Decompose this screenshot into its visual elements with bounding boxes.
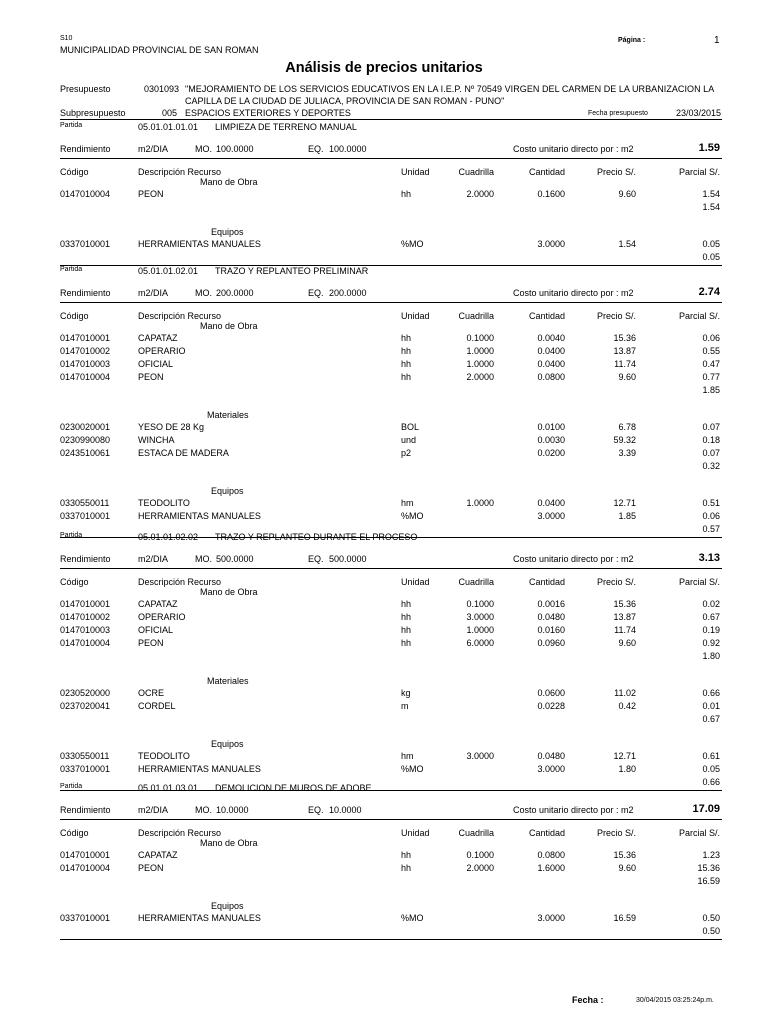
group-title: Equipos [211, 227, 244, 237]
resource-parcial: 0.06 [702, 511, 720, 521]
col-cuadrilla: Cuadrilla [458, 167, 494, 177]
resource-unit: hm [401, 498, 414, 508]
resource-parcial: 15.36 [697, 863, 720, 873]
costo-value: 3.13 [698, 552, 720, 564]
table-row [0, 448, 768, 460]
resource-code: 0147010001 [60, 850, 111, 860]
resource-precio: 12.71 [613, 498, 636, 508]
resource-code: 0243510061 [60, 448, 111, 458]
resource-unit: %MO [401, 913, 424, 923]
col-precio: Precio S/. [596, 828, 636, 838]
resource-precio: 1.85 [618, 511, 636, 521]
group-subtotal: 0.67 [702, 714, 720, 724]
resource-description: CAPATAZ [138, 333, 178, 343]
eq-value: 500.0000 [329, 554, 367, 564]
partida-label: Partida [60, 122, 83, 129]
resource-cantidad: 0.0960 [537, 638, 565, 648]
resource-code: 0330550011 [60, 498, 110, 508]
resource-unit: hh [401, 638, 412, 648]
col-precio: Precio S/. [596, 311, 636, 321]
resource-precio: 15.36 [613, 599, 636, 609]
mo-label: MO. [195, 144, 212, 154]
resource-cantidad: 3.0000 [537, 511, 565, 521]
org-name: MUNICIPALIDAD PROVINCIAL DE SAN ROMAN [60, 45, 259, 55]
resource-parcial: 0.92 [702, 638, 720, 648]
costo-label: Costo unitario directo por : m2 [513, 144, 634, 154]
table-row [0, 863, 768, 875]
partida-code: 05.01.01.01.01 [138, 122, 199, 132]
page-number: 1 [714, 35, 720, 46]
resource-parcial: 0.67 [702, 612, 720, 622]
resource-unit: hh [401, 612, 412, 622]
resource-cuadrilla: 3.0000 [466, 751, 494, 761]
resource-unit: BOL [401, 422, 420, 432]
resource-unit: hh [401, 189, 412, 199]
table-row [0, 435, 768, 447]
rendimiento-divider [60, 158, 722, 159]
resource-parcial: 0.02 [702, 599, 720, 609]
table-row [0, 913, 768, 925]
resource-cantidad: 0.0016 [537, 599, 565, 609]
partida-name: DEMOLICION DE MUROS DE ADOBE [215, 783, 372, 793]
resource-code: 0147010002 [60, 612, 111, 622]
resource-parcial: 0.06 [702, 333, 720, 343]
resource-description: OFICIAL [138, 359, 174, 369]
resource-code: 0237020041 [60, 701, 111, 711]
presupuesto-code: 0301093 [144, 84, 180, 94]
resource-cantidad: 0.0228 [537, 701, 565, 711]
group-subtotal: 16.59 [697, 876, 720, 886]
resource-cuadrilla: 1.0000 [466, 359, 494, 369]
col-descripcion: Descripción Recurso [138, 828, 222, 838]
subpresupuesto-name: ESPACIOS EXTERIORES Y DEPORTES [185, 108, 351, 118]
costo-label: Costo unitario directo por : m2 [513, 288, 634, 298]
col-codigo: Código [60, 311, 89, 321]
subpresupuesto-label: Subpresupuesto [60, 108, 126, 118]
table-row [0, 359, 768, 371]
costo-value: 1.59 [698, 142, 720, 154]
resource-precio: 12.71 [613, 751, 636, 761]
resource-cantidad: 0.0600 [537, 688, 565, 698]
resource-parcial: 0.61 [702, 751, 720, 761]
col-cuadrilla: Cuadrilla [458, 577, 494, 587]
table-row [0, 599, 768, 611]
resource-unit: und [401, 435, 417, 445]
table-row [0, 751, 768, 763]
group-subtotal: 0.66 [702, 777, 720, 787]
col-cuadrilla: Cuadrilla [458, 828, 494, 838]
resource-description: WINCHA [138, 435, 175, 445]
resource-cantidad: 0.0160 [537, 625, 565, 635]
resource-precio: 11.74 [614, 625, 636, 635]
resource-unit: hm [401, 751, 414, 761]
resource-description: TEODOLITO [138, 751, 190, 761]
rendimiento-label: Rendimiento [60, 554, 111, 564]
eq-label: EQ. [308, 805, 324, 815]
resource-precio: 16.59 [613, 913, 636, 923]
resource-cantidad: 0.0200 [537, 448, 565, 458]
resource-precio: 3.39 [618, 448, 636, 458]
mo-label: MO. [195, 554, 212, 564]
table-row [0, 346, 768, 358]
resource-description: YESO DE 28 Kg [138, 422, 205, 432]
partida-label: Partida [60, 532, 83, 539]
resource-code: 0147010004 [60, 863, 111, 873]
resource-parcial: 0.66 [702, 688, 720, 698]
resource-unit: %MO [401, 511, 424, 521]
resource-cantidad: 1.6000 [537, 863, 565, 873]
mo-label: MO. [195, 805, 212, 815]
resource-unit: %MO [401, 764, 424, 774]
col-parcial: Parcial S/. [678, 167, 720, 177]
resource-description: HERRAMIENTAS MANUALES [138, 239, 261, 249]
table-row [0, 850, 768, 862]
table-row [0, 625, 768, 637]
system-label: S10 [60, 35, 73, 42]
group-subtotal: 0.32 [702, 461, 720, 471]
header-divider [60, 119, 722, 120]
resource-cantidad: 0.0480 [537, 751, 565, 761]
eq-value: 200.0000 [329, 288, 367, 298]
resource-parcial: 0.18 [702, 435, 720, 445]
group-subtotal: 0.50 [702, 926, 720, 936]
group-subtotal: 0.05 [702, 252, 720, 262]
resource-cuadrilla: 0.1000 [466, 850, 494, 860]
table-row [0, 764, 768, 776]
resource-code: 0147010001 [60, 333, 111, 343]
costo-label: Costo unitario directo por : m2 [513, 554, 634, 564]
resource-precio: 15.36 [613, 333, 636, 343]
resource-cantidad: 0.0030 [537, 435, 565, 445]
resource-code: 0147010004 [60, 638, 111, 648]
group-title: Mano de Obra [200, 177, 258, 187]
resource-cuadrilla: 0.1000 [466, 599, 494, 609]
resource-cuadrilla: 1.0000 [466, 625, 494, 635]
eq-value: 100.0000 [329, 144, 367, 154]
col-cantidad: Cantidad [528, 577, 565, 587]
resource-cantidad: 0.0800 [537, 850, 565, 860]
resource-cuadrilla: 2.0000 [466, 863, 494, 873]
resource-parcial: 0.05 [702, 239, 720, 249]
resource-precio: 13.87 [613, 612, 636, 622]
table-row [0, 688, 768, 700]
group-title: Materiales [207, 410, 249, 420]
col-unidad: Unidad [401, 828, 430, 838]
column-header-row [0, 311, 768, 323]
rendimiento-divider [60, 302, 722, 303]
table-row [0, 372, 768, 384]
col-parcial: Parcial S/. [678, 828, 720, 838]
rendimiento-divider [60, 568, 722, 569]
col-cuadrilla: Cuadrilla [458, 311, 494, 321]
resource-precio: 15.36 [613, 850, 636, 860]
resource-parcial: 0.07 [702, 422, 720, 432]
group-title: Equipos [211, 486, 244, 496]
resource-cantidad: 0.0480 [537, 612, 565, 622]
eq-value: 10.0000 [329, 805, 362, 815]
costo-value: 2.74 [698, 286, 720, 298]
resource-description: HERRAMIENTAS MANUALES [138, 764, 261, 774]
partida-code: 05.01.01.03.01 [138, 783, 199, 793]
resource-parcial: 0.07 [702, 448, 720, 458]
resource-description: HERRAMIENTAS MANUALES [138, 511, 261, 521]
rendimiento-unit: m2/DIA [138, 288, 169, 298]
resource-description: PEON [138, 638, 164, 648]
partida-label: Partida [60, 783, 83, 790]
resource-description: PEON [138, 863, 164, 873]
resource-description: OPERARIO [138, 346, 186, 356]
rendimiento-unit: m2/DIA [138, 554, 169, 564]
mo-label: MO. [195, 288, 212, 298]
col-cantidad: Cantidad [528, 167, 565, 177]
col-codigo: Código [60, 577, 89, 587]
table-row [0, 422, 768, 434]
resource-code: 0230020001 [60, 422, 111, 432]
resource-cuadrilla: 6.0000 [466, 638, 494, 648]
table-row [0, 498, 768, 510]
subpresupuesto-code: 005 [162, 108, 178, 118]
resource-parcial: 1.23 [702, 850, 720, 860]
partida-name: TRAZO Y REPLANTEO DURANTE EL PROCESO [215, 532, 418, 542]
resource-parcial: 1.54 [702, 189, 720, 199]
resource-parcial: 0.01 [702, 701, 720, 711]
partida-code: 05.01.01.02.01 [138, 266, 199, 276]
resource-unit: hh [401, 333, 412, 343]
resource-parcial: 0.50 [702, 913, 720, 923]
partida-label: Partida [60, 266, 83, 273]
col-unidad: Unidad [401, 577, 430, 587]
resource-code: 0147010004 [60, 372, 111, 382]
resource-unit: hh [401, 599, 412, 609]
mo-value: 500.0000 [216, 554, 254, 564]
resource-cantidad: 3.0000 [537, 764, 565, 774]
mo-value: 200.0000 [216, 288, 254, 298]
table-row [0, 701, 768, 713]
column-header-row [0, 828, 768, 840]
resource-description: PEON [138, 372, 164, 382]
resource-precio: 0.42 [618, 701, 636, 711]
resource-unit: kg [401, 688, 411, 698]
eq-label: EQ. [308, 144, 324, 154]
resource-code: 0147010002 [60, 346, 111, 356]
rendimiento-label: Rendimiento [60, 144, 111, 154]
resource-code: 0337010001 [60, 764, 111, 774]
resource-precio: 9.60 [618, 372, 636, 382]
fecha-presupuesto-label: Fecha presupuesto [588, 110, 648, 117]
group-title: Materiales [207, 676, 249, 686]
resource-unit: hh [401, 372, 412, 382]
resource-cuadrilla: 0.1000 [466, 333, 494, 343]
resource-precio: 9.60 [618, 863, 636, 873]
col-codigo: Código [60, 167, 89, 177]
resource-cantidad: 0.0800 [537, 372, 565, 382]
rendimiento-label: Rendimiento [60, 805, 111, 815]
col-unidad: Unidad [401, 311, 430, 321]
resource-parcial: 0.51 [702, 498, 720, 508]
resource-description: ESTACA DE MADERA [138, 448, 229, 458]
group-subtotal: 0.57 [702, 524, 720, 534]
resource-precio: 1.54 [618, 239, 636, 249]
costo-value: 17.09 [692, 803, 720, 815]
resource-cuadrilla: 2.0000 [466, 189, 494, 199]
resource-parcial: 0.05 [702, 764, 720, 774]
resource-code: 0337010001 [60, 511, 111, 521]
resource-description: OCRE [138, 688, 165, 698]
table-row [0, 612, 768, 624]
resource-cantidad: 0.0400 [537, 359, 565, 369]
resource-unit: %MO [401, 239, 424, 249]
costo-label: Costo unitario directo por : m2 [513, 805, 634, 815]
resource-cuadrilla: 1.0000 [466, 346, 494, 356]
resource-description: CAPATAZ [138, 850, 178, 860]
resource-description: OPERARIO [138, 612, 186, 622]
resource-unit: hh [401, 863, 412, 873]
col-precio: Precio S/. [596, 577, 636, 587]
resource-precio: 9.60 [618, 189, 636, 199]
resource-parcial: 0.77 [702, 372, 720, 382]
page-label: Página : [618, 37, 646, 44]
rendimiento-divider [60, 819, 722, 820]
resource-cantidad: 0.0400 [537, 498, 565, 508]
group-subtotal: 1.85 [702, 385, 720, 395]
resource-cuadrilla: 2.0000 [466, 372, 494, 382]
eq-label: EQ. [308, 554, 324, 564]
col-codigo: Código [60, 828, 89, 838]
mo-value: 100.0000 [216, 144, 254, 154]
resource-precio: 11.74 [614, 359, 636, 369]
col-descripcion: Descripción Recurso [138, 577, 222, 587]
resource-cuadrilla: 3.0000 [466, 612, 494, 622]
resource-description: HERRAMIENTAS MANUALES [138, 913, 261, 923]
resource-unit: hh [401, 850, 412, 860]
resource-code: 0230990080 [60, 435, 111, 445]
rendimiento-unit: m2/DIA [138, 805, 169, 815]
col-unidad: Unidad [401, 167, 430, 177]
resource-description: TEODOLITO [138, 498, 190, 508]
col-descripcion: Descripción Recurso [138, 167, 222, 177]
resource-cantidad: 0.1600 [537, 189, 565, 199]
resource-parcial: 0.55 [702, 346, 720, 356]
rendimiento-label: Rendimiento [60, 288, 111, 298]
mo-value: 10.0000 [216, 805, 249, 815]
resource-unit: m [401, 701, 409, 711]
table-row [0, 511, 768, 523]
resource-cuadrilla: 1.0000 [466, 498, 494, 508]
group-subtotal: 1.54 [702, 202, 720, 212]
partida-divider [60, 939, 722, 940]
presupuesto-line-2: CAPILLA DE LA CIUDAD DE JULIACA, PROVINCIA DE SAN ROMAN - PUNO" [185, 96, 505, 106]
group-title: Equipos [211, 901, 244, 911]
group-title: Mano de Obra [200, 587, 258, 597]
group-title: Mano de Obra [200, 838, 258, 848]
table-row [0, 239, 768, 251]
resource-precio: 13.87 [613, 346, 636, 356]
partida-code: 05.01.01.02.02 [138, 532, 199, 542]
footer-fecha-value: 30/04/2015 03:25:24p.m. [636, 997, 714, 1004]
resource-precio: 9.60 [618, 638, 636, 648]
col-parcial: Parcial S/. [678, 311, 720, 321]
presupuesto-label: Presupuesto [60, 84, 111, 94]
table-row [0, 189, 768, 201]
resource-cantidad: 0.0040 [537, 333, 565, 343]
partida-name: TRAZO Y REPLANTEO PRELIMINAR [215, 266, 369, 276]
resource-description: CAPATAZ [138, 599, 178, 609]
eq-label: EQ. [308, 288, 324, 298]
resource-unit: hh [401, 346, 412, 356]
group-title: Mano de Obra [200, 321, 258, 331]
resource-unit: hh [401, 359, 412, 369]
footer-fecha-label: Fecha : [572, 995, 604, 1005]
resource-description: PEON [138, 189, 164, 199]
table-row [0, 333, 768, 345]
resource-code: 0230520000 [60, 688, 111, 698]
resource-parcial: 0.19 [702, 625, 720, 635]
resource-code: 0337010001 [60, 913, 111, 923]
resource-precio: 6.78 [618, 422, 636, 432]
resource-description: CORDEL [138, 701, 176, 711]
col-precio: Precio S/. [596, 167, 636, 177]
col-cantidad: Cantidad [528, 828, 565, 838]
resource-parcial: 0.47 [702, 359, 720, 369]
resource-code: 0147010003 [60, 625, 111, 635]
table-row [0, 638, 768, 650]
rendimiento-unit: m2/DIA [138, 144, 169, 154]
resource-unit: hh [401, 625, 412, 635]
resource-cantidad: 0.0100 [537, 422, 565, 432]
fecha-presupuesto-value: 23/03/2015 [676, 108, 722, 118]
resource-code: 0337010001 [60, 239, 111, 249]
resource-cantidad: 3.0000 [537, 913, 565, 923]
group-title: Equipos [211, 739, 244, 749]
col-descripcion: Descripción Recurso [138, 311, 222, 321]
page-title: Análisis de precios unitarios [285, 60, 483, 76]
resource-unit: p2 [401, 448, 412, 458]
resource-code: 0147010004 [60, 189, 111, 199]
resource-precio: 11.02 [614, 688, 636, 698]
resource-precio: 1.80 [618, 764, 636, 774]
resource-code: 0330550011 [60, 751, 110, 761]
group-subtotal: 1.80 [702, 651, 720, 661]
column-header-row [0, 167, 768, 179]
resource-code: 0147010003 [60, 359, 111, 369]
resource-description: OFICIAL [138, 625, 174, 635]
col-parcial: Parcial S/. [678, 577, 720, 587]
resource-code: 0147010001 [60, 599, 111, 609]
resource-cantidad: 0.0400 [537, 346, 565, 356]
partida-name: LIMPIEZA DE TERRENO MANUAL [215, 122, 357, 132]
resource-cantidad: 3.0000 [537, 239, 565, 249]
col-cantidad: Cantidad [528, 311, 565, 321]
resource-precio: 59.32 [613, 435, 636, 445]
column-header-row [0, 577, 768, 589]
presupuesto-line-1: "MEJORAMIENTO DE LOS SERVICIOS EDUCATIVOS EN LA I.E.P. Nº 70549 VIRGEN DEL CARMEN DE LA URBANIZACION LA [185, 84, 715, 94]
